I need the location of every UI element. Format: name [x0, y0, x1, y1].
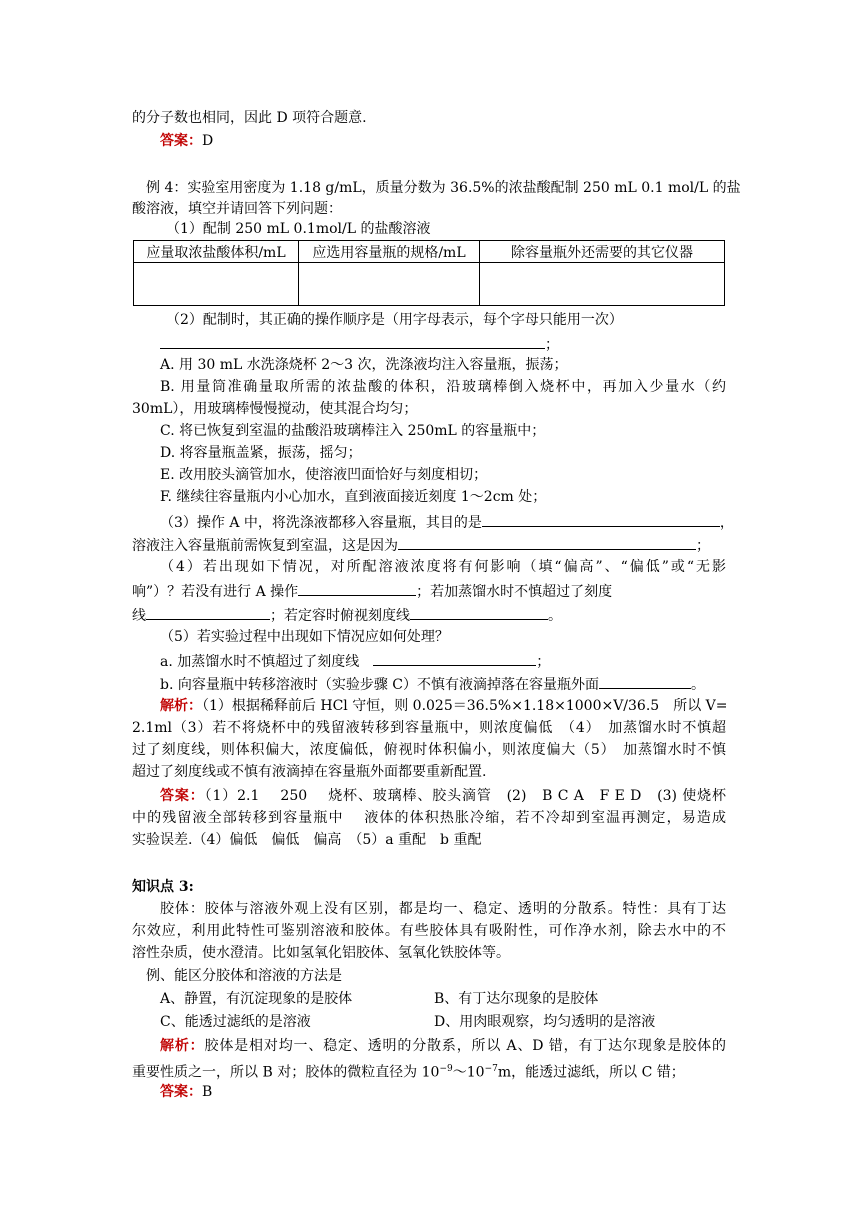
fill-blank[interactable]: [373, 650, 536, 666]
option-b: B、有丁达尔现象的是胶体: [434, 991, 599, 1007]
fill-blank[interactable]: [160, 333, 545, 349]
answer-label: 答案：: [160, 133, 202, 149]
answer-text: （1）2.1 250 烧杯、玻璃棒、胶头滴管 (2) B C A F E D (3) 使烧杯: [204, 788, 727, 804]
question-4-a: （4）若出现如下情况，对所配溶液浓度将有何影响（填“偏高”、“偏低”或“无影: [160, 559, 726, 575]
table-cell-blank[interactable]: [480, 263, 725, 306]
q3-text: （3）操作 A 中，将洗涤液都移入容量瓶，其目的是: [160, 515, 482, 531]
analysis-line-2: 2.1ml（3）若不将烧杯中的残留液转移到容量瓶中，则浓度偏低 （4） 加蒸馏水时不慎超: [132, 720, 726, 736]
answer-value: B: [202, 1084, 213, 1100]
answer-line-1: [160, 786, 726, 806]
analysis-label: 解析：: [160, 698, 202, 714]
step-c: C. 将已恢复到室温的盐酸沿玻璃棒注入 250mL 的容量瓶中；: [160, 423, 546, 439]
exponent: −9: [439, 1064, 453, 1074]
table-header: 应选用容量瓶的规格/mL: [299, 241, 480, 263]
kp3-paragraph-3: 溶性杂质，使水澄清。比如氢氧化铝胶体、氢氧化铁胶体等。: [132, 945, 510, 961]
q4-text: ；若定容时俯视刻度线: [270, 608, 410, 624]
q4-text: 响”）？若没有进行 A 操作: [132, 584, 299, 600]
exponent: −7: [484, 1064, 498, 1074]
punct: ；: [696, 538, 710, 554]
answer-line: [160, 131, 213, 151]
step-b-1: B. 用量筒准确量取所需的浓盐酸的体积，沿玻璃棒倒入烧杯中，再加入少量水（约: [160, 379, 726, 395]
step-a: A. 用 30 mL 水洗涤烧杯 2～3 次，洗涤液均注入容量瓶，振荡；: [160, 357, 568, 373]
answer-line-3: 实验误差.（4）偏低 偏低 偏高 （5）a 重配 b 重配: [132, 832, 482, 848]
fill-blank[interactable]: [410, 604, 548, 620]
analysis-line-1: [160, 696, 726, 716]
table-cell-blank[interactable]: [134, 263, 299, 306]
answer-value: D: [202, 133, 214, 149]
analysis-text: m，能透过滤纸，所以 C 错；: [497, 1064, 685, 1081]
kp3-paragraph-1: 胶体：胶体与溶液外观上没有区别，都是均一、稳定、透明的分散系。特性：具有丁达: [160, 901, 726, 917]
fill-blank[interactable]: [146, 604, 270, 620]
fill-blank[interactable]: [482, 511, 720, 527]
question-3-b: [132, 534, 710, 554]
question-5: （5）若实验过程中出现如下情况应如何处理？: [160, 629, 449, 645]
table-cell-blank[interactable]: [299, 263, 480, 306]
step-f: F. 继续往容量瓶内小心加水，直到液面接近刻度 1～2cm 处；: [160, 489, 547, 505]
q4-text: 线: [132, 608, 146, 624]
option-d: D、用肉眼观察，均匀透明的是溶液: [434, 1014, 656, 1030]
fill-blank[interactable]: [599, 673, 691, 689]
question-4-b: [132, 580, 612, 600]
punct: ；: [536, 654, 551, 670]
section-title: 知识点 3:: [132, 879, 194, 895]
analysis-label: 解析：: [160, 1038, 205, 1054]
kp3-example: 例、能区分胶体和溶液的方法是: [146, 968, 342, 984]
analysis-line-3: 过了刻度线，则体积偏大，浓度偏低，俯视时体积偏小，则浓度偏大（5） 加蒸馏水时不慎: [132, 742, 726, 758]
analysis-text: 胶体是相对均一、稳定、透明的分散系，所以 A、D 错，有丁达尔现象是胶体的: [204, 1038, 727, 1054]
example4-intro-1: 例 4：实验室用密度为 1.18 g/mL，质量分数为 36.5%的浓盐酸配制 250 mL 0.1 mol/L 的盐: [146, 180, 741, 196]
q4-text: ；若加蒸馏水时不慎超过了刻度: [416, 584, 613, 600]
example4-intro-2: 酸溶液，填空并请回答下列问题：: [132, 201, 342, 217]
kp3-analysis-1: [160, 1036, 726, 1056]
analysis-text: 重要性质之一，所以 B 对；胶体的微粒直径为 10: [132, 1064, 440, 1081]
q5-text: a. 加蒸馏水时不慎超过了刻度线: [160, 654, 360, 670]
analysis-text: （1）根据稀释前后 HCl 守恒，则 0.025＝36.5%×1.18×1000×V/36.5 所以 V=: [202, 698, 728, 714]
step-d: D. 将容量瓶盖紧，振荡，摇匀；: [160, 445, 362, 461]
punct: 。: [548, 608, 562, 624]
kp3-answer: [160, 1082, 212, 1102]
table-header: 除容量瓶外还需要的其它仪器: [480, 241, 725, 263]
kp3-paragraph-2: 尔效应，利用此特性可鉴别溶液和胶体。有些胶体具有吸附性，可作净水剂，除去水中的不: [132, 923, 726, 939]
punct: ，: [719, 515, 734, 531]
question-4-c: [132, 604, 562, 624]
question-5-b: [160, 673, 705, 693]
step-b-2: 30mL），用玻璃棒慢慢搅动，使其混合均匀；: [132, 401, 418, 417]
step-e: E. 改用胶头滴管加水，使溶液凹面恰好与刻度相切；: [160, 467, 488, 483]
kp3-analysis-2: [132, 1059, 685, 1079]
option-a: A、静置，有沉淀现象的是胶体: [160, 991, 353, 1007]
answer-label: 答案：: [160, 788, 205, 804]
punct: ；: [545, 337, 559, 353]
q3-text: 溶液注入容量瓶前需恢复到室温，这是因为: [132, 538, 398, 554]
q5-text: b. 向容量瓶中转移溶液时（实验步骤 C）不慎有液滴掉落在容量瓶外面: [160, 677, 600, 693]
fill-blank[interactable]: [398, 534, 696, 550]
answer-table: [133, 240, 725, 306]
question-2: （2）配制时，其正确的操作顺序是（用字母表示，每个字母只能用一次）: [166, 312, 623, 328]
question-3-a: [160, 511, 734, 531]
question-5-a: [160, 650, 550, 670]
table-header: 应量取浓盐酸体积/mL: [134, 241, 299, 263]
option-c: C、能透过滤纸的是溶液: [160, 1014, 311, 1030]
answer-label: 答案：: [160, 1084, 202, 1100]
text-line: 的分子数也相同，因此 D 项符合题意.: [132, 110, 367, 126]
question-2-blank-line: [160, 333, 559, 353]
analysis-line-4: 超过了刻度线或不慎有液滴掉在容量瓶外面都要重新配置.: [132, 764, 487, 780]
answer-line-2: 中的残留液全部转移到容量瓶中 液体的体积热胀冷缩，若不冷却到室温再测定，易造成: [132, 810, 726, 826]
question-1: （1）配制 250 mL 0.1mol/L 的盐酸溶液: [166, 221, 431, 237]
punct: 。: [691, 677, 706, 693]
fill-blank[interactable]: [298, 580, 416, 596]
analysis-text: ～10: [452, 1064, 485, 1081]
